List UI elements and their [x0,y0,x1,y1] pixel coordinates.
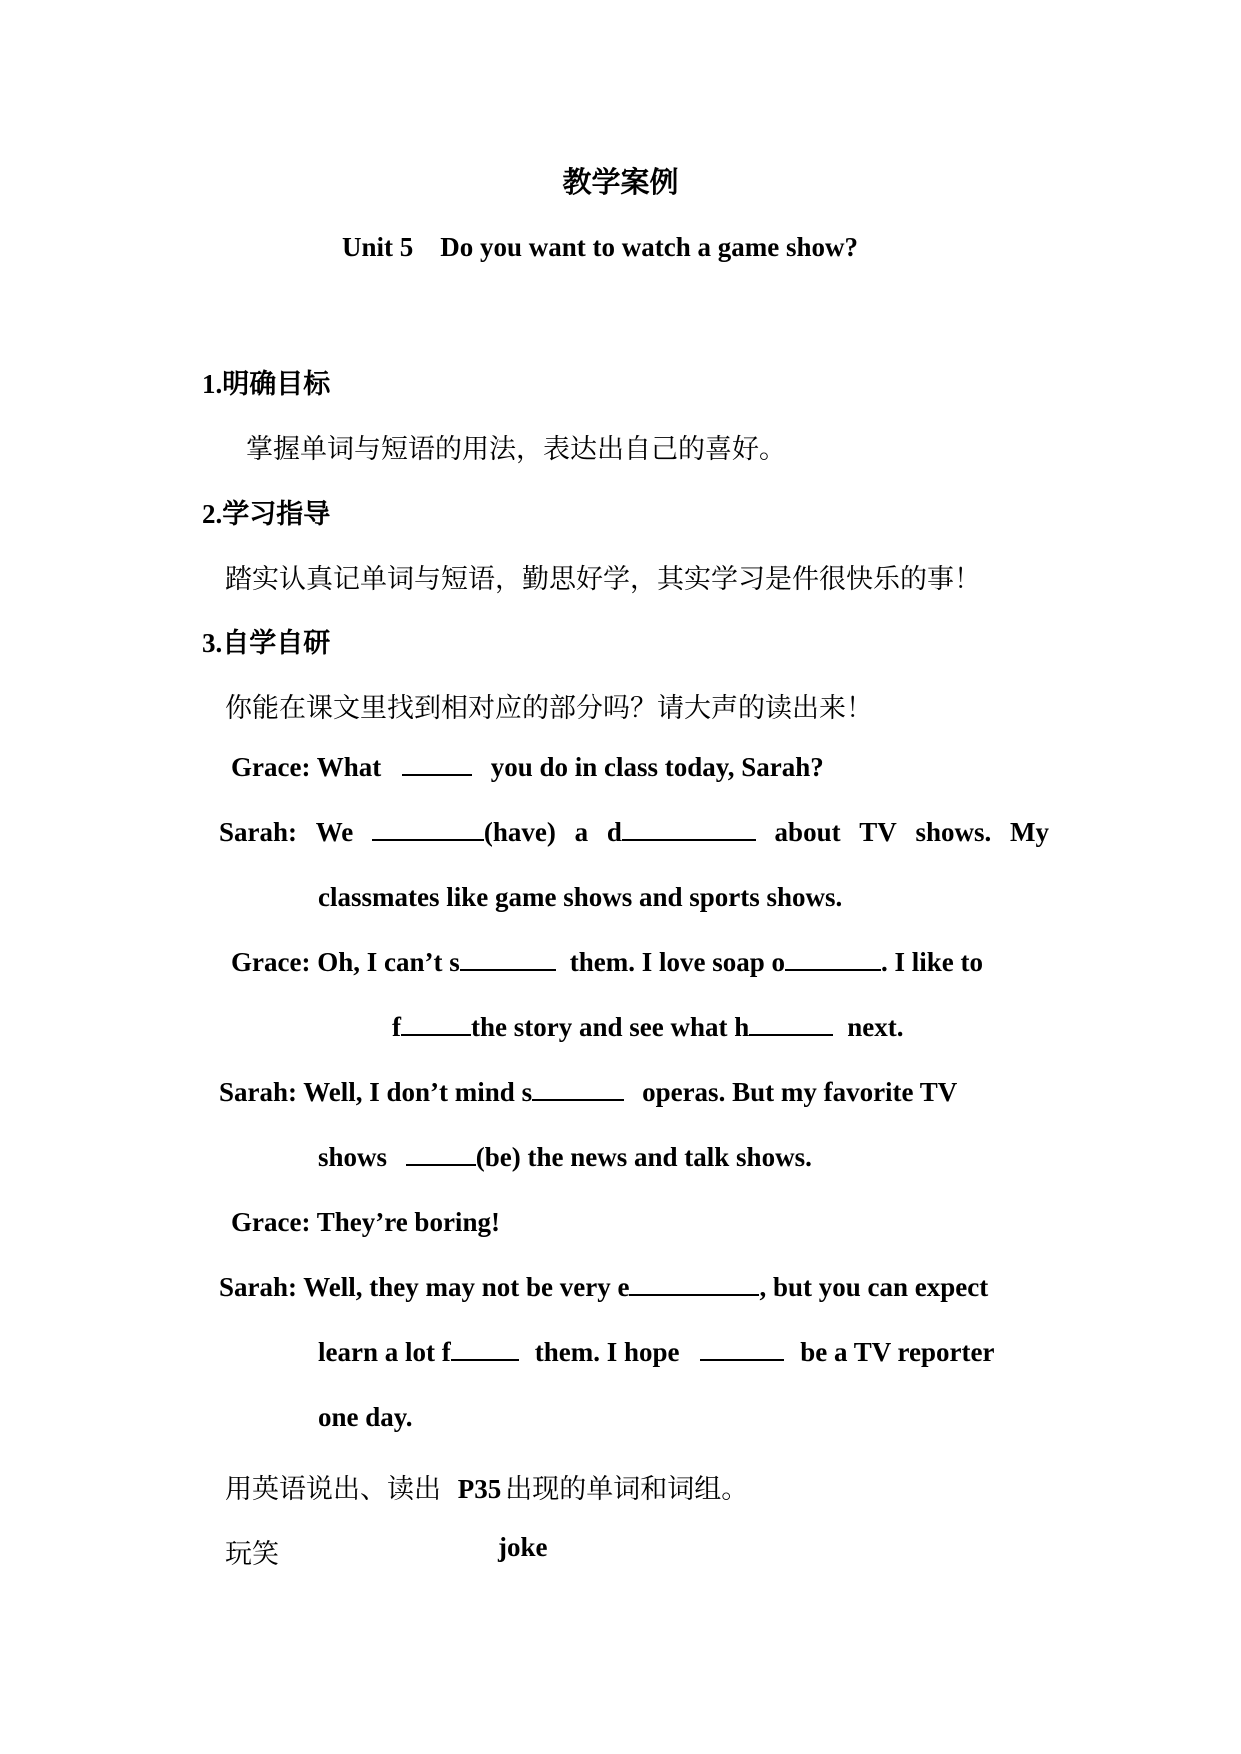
dialogue-line-9: Sarah: Well, they may not be very e , but you can expect [219,1272,989,1302]
fill-blank [629,1272,759,1296]
fill-blank [451,1337,519,1361]
dialogue-line-1: Grace: What you do in class today, Sarah? [231,752,824,782]
dialogue-line-4: Grace: Oh, I can’t s them. I love soap o . I like to [231,947,983,977]
vocab-english: joke [498,1532,548,1562]
dialogue-line-7: shows (be) the news and talk shows. [318,1142,812,1172]
fill-blank [622,817,756,841]
unit-subtitle: Unit 5 Do you want to watch a game show? [342,232,859,262]
section-heading-3: 3.自学自研 [202,628,331,659]
dialogue-line-6: Sarah: Well, I don’t mind s operas. But my favorite TV [219,1077,958,1107]
dialogue-line-10: learn a lot f them. I hope be a TV reporter [318,1337,995,1367]
fill-blank [749,1012,833,1036]
fill-blank [700,1337,784,1361]
section-text-2: 踏实认真记单词与短语，勤思好学，其实学习是件很快乐的事！ [225,564,981,595]
section-heading-2: 2.学习指导 [202,499,331,530]
fill-blank [406,1142,476,1166]
fill-blank [372,817,484,841]
vocab-chinese: 玩笑 [225,1539,279,1570]
fill-blank [460,947,556,971]
dialogue-line-8: Grace: They’re boring! [231,1207,500,1237]
section-heading-1: 1.明确目标 [202,369,331,400]
dialogue-line-2: Sarah: We (have) a d about TV shows. My [219,817,1049,847]
section-text-1: 掌握单词与短语的用法，表达出自己的喜好。 [246,434,786,465]
document-title: 教学案例 [562,165,679,199]
instruction-line: 用英语说出、读出 P35 出现的单词和词组。 [225,1474,749,1505]
dialogue-line-11: one day. [318,1402,413,1432]
dialogue-line-5: f the story and see what h next. [392,1012,904,1042]
section-text-3: 你能在课文里找到相对应的部分吗？请大声的读出来！ [225,693,873,724]
fill-blank [785,947,881,971]
dialogue-line-3: classmates like game shows and sports shows. [318,882,843,912]
fill-blank [532,1077,624,1101]
fill-blank [401,1012,471,1036]
fill-blank [402,752,472,776]
